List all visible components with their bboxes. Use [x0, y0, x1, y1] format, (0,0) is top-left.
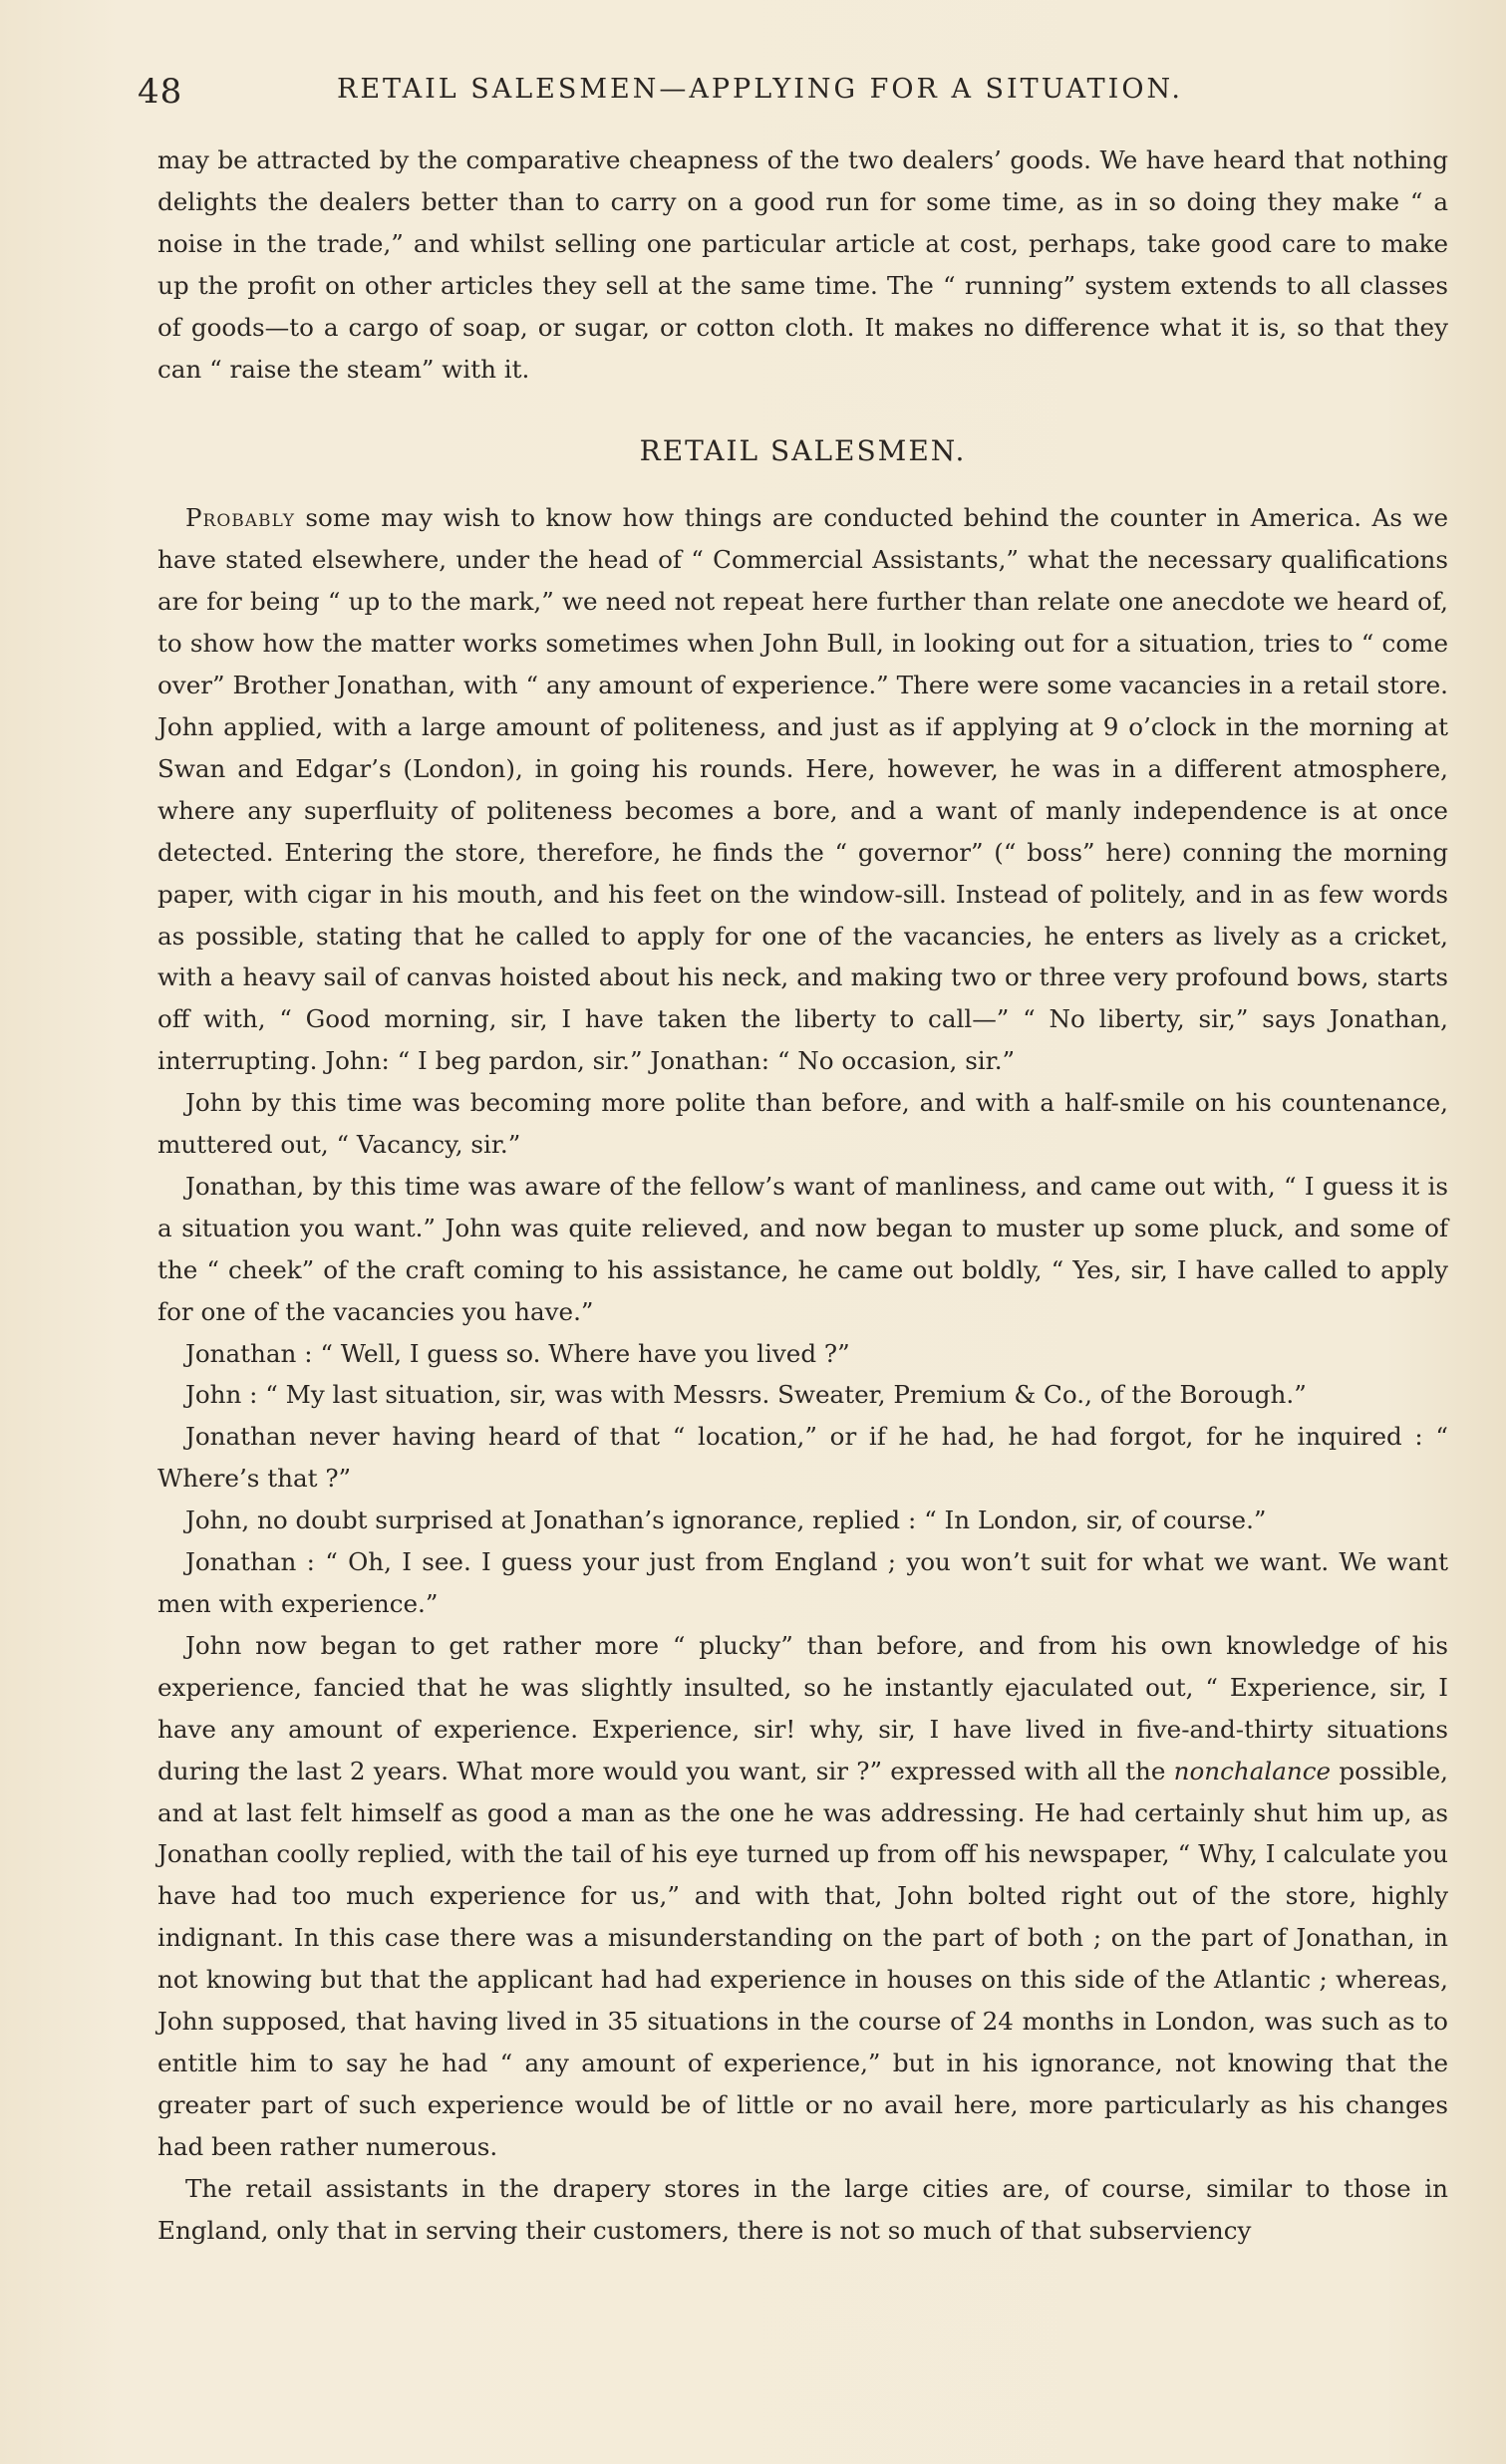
page-number: 48	[138, 72, 183, 112]
paragraph-text: some may wish to know how things are conducted behind the counter in America. As we have stated elsewhere, under the head of “ Commercial Assistants,” what the necessary qualifications are for being “ up to the mark,” we need not repeat here further than relate one anecdote we heard of, to show how the matter works sometimes when John Bull, in looking out for a situation, tries to “ come over” Brother Jonathan, with “ any amount of experience.” There were some vacancies in a retail store. John applied, with a large amount of politeness, and just as if applying at 9 o’clock in the morning at Swan and Edgar’s (London), in going his rounds. Here, however, he was in a different atmosphere, where any superfluity of politeness becomes a bore, and a want of manly independence is at once detected. Entering the store, therefore, he finds the “ governor” (“ boss” here) conning the morning paper, with cigar in his mouth, and his feet on the window-sill. Instead of politely, and in as few words as possible, stating that he called to apply for one of the vacancies, he enters as lively as a cricket, with a heavy sail of canvas hoisted about his neck, and making two or three very profound bows, starts off with, “ Good morning, sir, I have taken the liberty to call—” “ No liberty, sir,” says Jonathan, interrupting. John: “ I beg pardon, sir.” Jonathan: “ No occasion, sir.”	[157, 503, 1448, 1076]
paragraph: Jonathan : “ Oh, I see. I guess your just from England ; you won’t suit for what we want. We want men with experience.”	[157, 1547, 1448, 1618]
paragraph-lead-word: Probably	[185, 503, 295, 533]
paragraph-text: possible, and at last felt himself as good a man as the one he was addressing. He had certainly shut him up, as Jonathan coolly replied, with the tail of his eye turned up from off his newspaper, “ Why, I calculate you have had too much experience for us,” and with that, John bolted right out of the store, highly indignant. In this case there was a misunderstanding on the part of both ; on the part of Jonathan, in not knowing but that the applicant had had experience in houses on this side of the Atlantic ; whereas, John supposed, that having lived in 35 situations in the course of 24 months in London, was such as to entitle him to say he had “ any amount of experience,” but in his ignorance, not knowing that the greater part of such experience would be of little or no avail here, more particularly as his changes had been rather numerous.	[157, 1756, 1448, 2161]
running-title: RETAIL SALESMEN—APPLYING FOR A SITUATION.	[337, 74, 1183, 105]
body-text	[157, 139, 1448, 2252]
paragraph: John by this time was becoming more polite than before, and with a half-smile on his countenance, muttered out, “ Vacancy, sir.”	[157, 1088, 1448, 1160]
paragraph	[157, 1625, 1448, 2168]
paragraph: Jonathan : “ Well, I guess so. Where have you lived ?”	[185, 1338, 850, 1368]
paragraph: John : “ My last situation, sir, was with Messrs. Sweater, Premium & Co., of the Borough.”	[185, 1380, 1307, 1410]
paragraph: John, no doubt surprised at Jonathan’s ignorance, replied : “ In London, sir, of course.”	[185, 1506, 1267, 1535]
paragraph	[157, 497, 1448, 1082]
paragraph: Jonathan, by this time was aware of the fellow’s want of manliness, and came out with, “ I guess it is a situation you want.” John was quite relieved, and now began to muster up some pluck, and some of the “ cheek” of the craft coming to his assistance, he came out boldly, “ Yes, sir, I have called to apply for one of the vacancies you have.”	[157, 1171, 1448, 1326]
running-head	[138, 68, 1294, 116]
section-heading: RETAIL SALESMEN.	[639, 434, 967, 468]
paragraph: Jonathan never having heard of that “ location,” or if he had, he had forgot, for he inquired : “ Where’s that ?”	[157, 1422, 1448, 1494]
paragraph: The retail assistants in the drapery stores in the large cities are, of course, similar to those in England, only that in serving their customers, there is not so much of that subserviency	[157, 2173, 1448, 2245]
italic-term: nonchalance	[1173, 1756, 1332, 1785]
opening-paragraph: may be attracted by the comparative cheapness of the two dealers’ goods. We have heard that nothing delights the dealers better than to carry on a good run for some time, as in so doing they make “ a noise in the trade,” and whilst selling one particular article at cost, perhaps, take good care to make up the profit on other articles they sell at the same time. The “ running” system extends to all classes of goods—to a cargo of soap, or sugar, or cotton cloth. It makes no difference what it is, so that they can “ raise the steam” with it.	[157, 145, 1448, 384]
paragraph-text: John now began to get rather more “ plucky” than before, and from his own knowledge of his experience, fancied that he was slightly insulted, so he instantly ejaculated out, “ Experience, sir, I have any amount of experience. Experience, sir! why, sir, I have lived in five-and-thirty situations during the last 2 years. What more would you want, sir ?” expressed with all the	[157, 1630, 1448, 1785]
